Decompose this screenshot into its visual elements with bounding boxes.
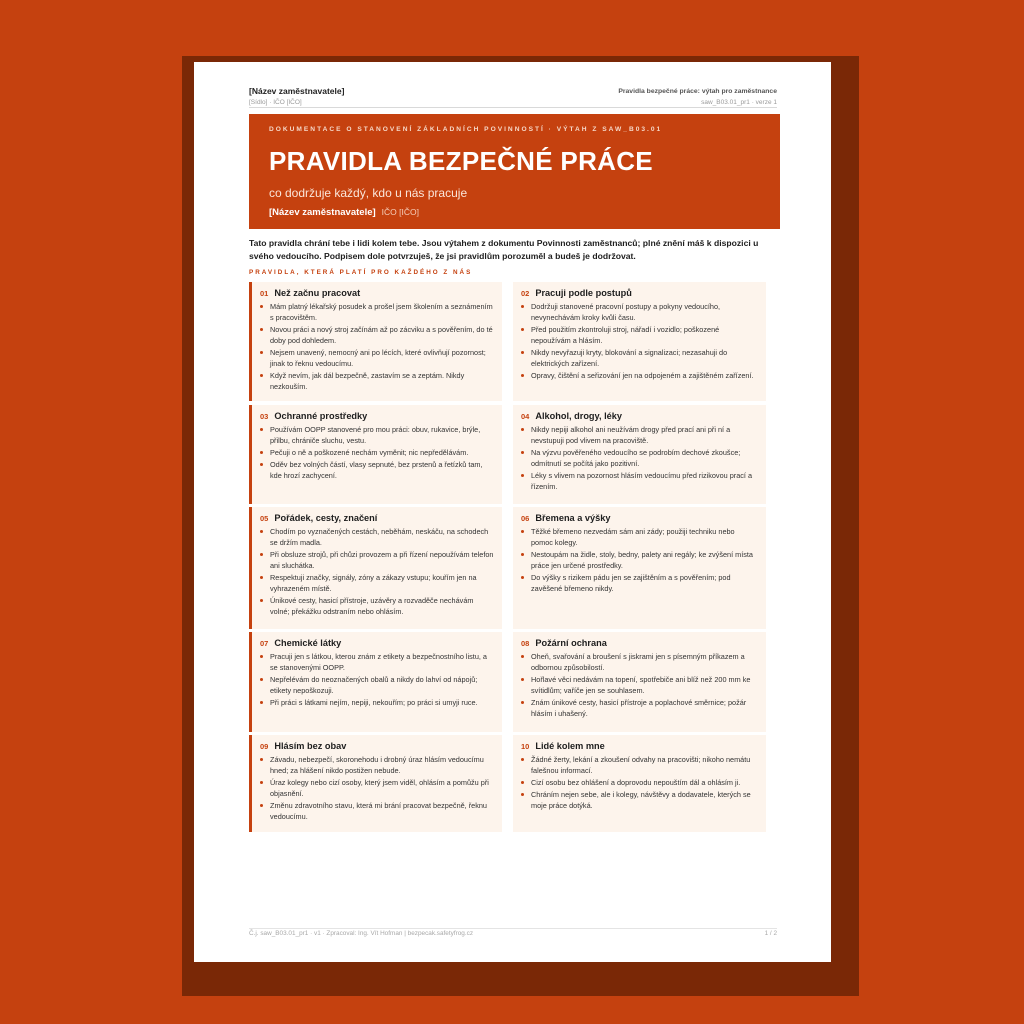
rule-list [260, 754, 494, 822]
banner-title: PRAVIDLA BEZPEČNÉ PRÁCE [269, 146, 653, 176]
rule-card-heading [260, 741, 494, 751]
rule-card-heading [521, 741, 758, 751]
rule-item: Před použitím zkontroluji stroj, nářadí i vozidlo; poškozené nepoužívám a hlásím. [521, 324, 758, 346]
banner-ico: IČO [IČO] [381, 207, 419, 217]
rule-card-heading [260, 638, 494, 648]
rule-title: Pořádek, cesty, značení [274, 513, 378, 523]
rule-title: Chemické látky [274, 638, 342, 648]
rule-card [249, 632, 502, 732]
doc-title: Pravidla bezpečné práce: výtah pro zaměstnance [618, 88, 777, 95]
rule-card [513, 282, 766, 401]
rule-list [260, 301, 494, 392]
rule-item: Chráním nejen sebe, ale i kolegy, návštěvy a dodavatele, kterých se moje práce dotýká. [521, 789, 758, 811]
rule-item: Pečuji o ně a poškozené nechám vyměnit; nic nepředělávám. [260, 447, 494, 458]
rule-list [521, 424, 758, 492]
intro-text: Tato pravidla chrání tebe i lidi kolem tebe. Jsou výtahem z dokumentu Povinnosti zaměstnanců; plné znění máš k dispozici u svého vedoucího. Podpisem dole potvrzuješ, že jsi pravidlům porozuměl a budeš je dodržovat. [249, 238, 759, 261]
rule-item: Znám únikové cesty, hasicí přístroje a poplachové směrnice; požár hlásím i uhašený. [521, 697, 758, 719]
employer-name: [Název zaměstnavatele] [249, 86, 345, 96]
rule-card [513, 405, 766, 504]
rule-number: 04 [521, 412, 530, 421]
rule-item: Když nevím, jak dál bezpečně, zastavím se a zeptám. Nikdy nezkouším. [260, 370, 494, 392]
rule-card [249, 507, 502, 629]
rule-item: Do výšky s rizikem pádu jen se zajištěním a s pověřením; pod zavěšené břemeno nikdy. [521, 572, 758, 594]
title-banner [249, 114, 780, 229]
rule-card [249, 405, 502, 504]
rule-card [513, 507, 766, 629]
header-right [618, 86, 777, 108]
rule-card [249, 735, 502, 832]
rule-number: 06 [521, 514, 530, 523]
rule-card-heading [521, 288, 758, 298]
document-page [194, 62, 831, 962]
rule-item: Těžké břemeno nezvedám sám ani zády; použiji techniku nebo pomoc kolegy. [521, 526, 758, 548]
rule-number: 05 [260, 514, 269, 523]
rule-number: 02 [521, 289, 530, 298]
rule-item: Dodržuji stanovené pracovní postupy a pokyny vedoucího, nevynechávám kroky kvůli času. [521, 301, 758, 323]
rule-item: Závadu, nebezpečí, skoronehodu i drobný úraz hlásím vedoucímu hned; za hlášení nikdo postižen nebude. [260, 754, 494, 776]
banner-kicker: DOKUMENTACE O STANOVENÍ ZÁKLADNÍCH POVINNOSTÍ · VÝTAH Z SAW_B03.01 [269, 126, 663, 133]
rule-list [260, 526, 494, 617]
rule-item: Únikové cesty, hasicí přístroje, uzávěry a rozvaděče nechávám volné; překážku odstraním nebo ohlásím. [260, 595, 494, 617]
rule-card [513, 632, 766, 732]
rule-list [260, 424, 494, 481]
rule-title: Ochranné prostředky [274, 411, 368, 421]
rule-card-heading [521, 411, 758, 421]
rule-item: Úraz kolegy nebo cizí osoby, který jsem viděl, ohlásím a pomůžu při objasnění. [260, 777, 494, 799]
footer-left: Č.j. saw_B03.01_pr1 · v1 · Zpracoval: Ing. Vít Hofman | bezpecak.safetyfrog.cz [249, 930, 474, 937]
rule-card-heading [521, 513, 758, 523]
rule-list [521, 526, 758, 594]
rule-item: Nikdy nevyřazuji kryty, blokování a signalizaci; nezasahuji do elektrických zařízení. [521, 347, 758, 369]
rule-list [521, 301, 758, 381]
rule-item: Opravy, čištění a seřizování jen na odpojeném a zajištěném zařízení. [521, 370, 758, 381]
rule-item: Žádné žerty, lekání a zkoušení odvahy na pracovišti; nikoho nemátu falešnou informací. [521, 754, 758, 776]
rule-number: 10 [521, 742, 530, 751]
rule-item: Na výzvu pověřeného vedoucího se podrobím dechové zkoušce; odmítnutí se počítá jako pozitivní. [521, 447, 758, 469]
rule-title: Lidé kolem mne [535, 741, 605, 751]
banner-employer [269, 207, 419, 218]
rule-item: Nejsem unavený, nemocný ani po lécích, které ovlivňují pozornost; jinak to řeknu vedoucímu. [260, 347, 494, 369]
header-divider [249, 107, 777, 108]
rule-list [521, 651, 758, 719]
rule-card-heading [521, 638, 758, 648]
rule-title: Alkohol, drogy, léky [535, 411, 622, 421]
footer-divider [249, 928, 777, 929]
header-left [249, 86, 344, 108]
rule-item: Pracuji jen s látkou, kterou znám z etikety a bezpečnostního listu, a se stanovenými OOPP. [260, 651, 494, 673]
rule-item: Oděv bez volných částí, vlasy sepnuté, bez prstenů a řetízků tam, kde hrozí zachycení. [260, 459, 494, 481]
section-label: PRAVIDLA, KTERÁ PLATÍ PRO KAŽDÉHO Z NÁS [249, 269, 473, 276]
rule-item: Používám OOPP stanovené pro mou práci: obuv, rukavice, brýle, přilbu, chrániče sluchu, vestu. [260, 424, 494, 446]
rule-number: 09 [260, 742, 269, 751]
rule-number: 03 [260, 412, 269, 421]
rule-item: Cizí osobu bez ohlášení a doprovodu nepouštím dál a ohlásím ji. [521, 777, 758, 788]
rule-item: Léky s vlivem na pozornost hlásím vedoucímu před rizikovou prací a řízením. [521, 470, 758, 492]
rule-item: Mám platný lékařský posudek a prošel jsem školením a seznámením s pracovištěm. [260, 301, 494, 323]
rule-item: Respektuji značky, signály, zóny a zákazy vstupu; kouřím jen na vyhrazeném místě. [260, 572, 494, 594]
rule-item: Novou práci a nový stroj začínám až po zácviku a s pověřením, do té doby pod dohledem. [260, 324, 494, 346]
rule-item: Nestoupám na židle, stoly, bedny, palety ani regály; ke zvýšení místa práce jen určené prostředky. [521, 549, 758, 571]
rule-title: Požární ochrana [535, 638, 607, 648]
rule-card-heading [260, 288, 494, 298]
rule-card [513, 735, 766, 832]
rule-number: 07 [260, 639, 269, 648]
rule-title: Břemena a výšky [535, 513, 611, 523]
rule-item: Oheň, svařování a broušení s jiskrami jen s písemným příkazem a odbornou způsobilostí. [521, 651, 758, 673]
rule-item: Hořlavé věci nedávám na topení, spotřebiče ani blíž než 200 mm ke svítidlům; vaříče jen se souhlasem. [521, 674, 758, 696]
doc-ref: saw_B03.01_pr1 · verze 1 [701, 99, 777, 106]
banner-employer-name: [Název zaměstnavatele] [269, 207, 376, 218]
rule-number: 01 [260, 289, 269, 298]
rule-list [521, 754, 758, 811]
rule-card-heading [260, 513, 494, 523]
seat-line: [Sídlo] · IČO [IČO] [249, 99, 302, 106]
page-number: 1 / 2 [764, 930, 777, 937]
rule-title: Pracuji podle postupů [535, 288, 632, 298]
rule-item: Změnu zdravotního stavu, která mi brání pracovat bezpečně, řeknu vedoucímu. [260, 800, 494, 822]
rule-card-heading [260, 411, 494, 421]
rule-item: Chodím po vyznačených cestách, neběhám, neskáču, na schodech se držím madla. [260, 526, 494, 548]
banner-subtitle: co dodržuje každý, kdo u nás pracuje [269, 186, 468, 200]
rule-item: Při obsluze strojů, při chůzi provozem a při řízení nepoužívám telefon ani sluchátka. [260, 549, 494, 571]
rule-list [260, 651, 494, 708]
rule-number: 08 [521, 639, 530, 648]
rule-title: Hlásím bez obav [274, 741, 347, 751]
rule-card [249, 282, 502, 401]
rule-item: Nepřelévám do neoznačených obalů a nikdy do lahví od nápojů; etikety nepoškozuji. [260, 674, 494, 696]
rule-title: Než začnu pracovat [274, 288, 361, 298]
rule-item: Nikdy nepiji alkohol ani neužívám drogy před prací ani při ní a nevstupuji pod vlivem na pracoviště. [521, 424, 758, 446]
rule-item: Při práci s látkami nejím, nepiji, nekouřím; po práci si umyji ruce. [260, 697, 494, 708]
